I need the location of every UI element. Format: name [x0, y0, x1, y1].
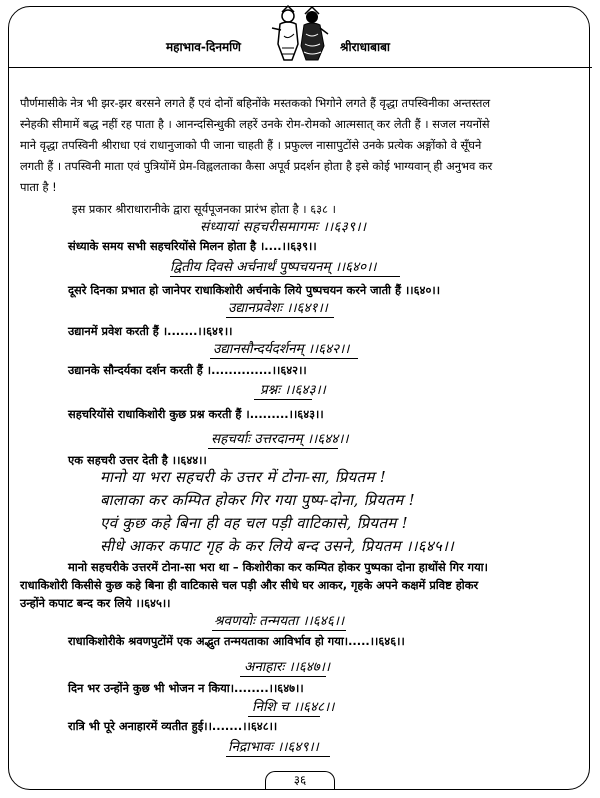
intro-line: पाता है ! — [20, 180, 57, 194]
text-642: उद्यानके सौन्दर्यका दर्शन करती हैं ।..............।।६४२।। — [68, 363, 307, 377]
page-header — [0, 28, 600, 58]
heading-644: सहचर्याः उत्तरदानम् ।।६४४।। — [211, 431, 349, 447]
text-643: सहचरियोंसे राधाकिशोरी कुछ प्रश्न करती हैं ।.........।।६४३।। — [68, 407, 324, 421]
book-title: महाभाव-दिनमणि — [166, 40, 241, 54]
heading-underline — [170, 276, 400, 277]
text-646: राधाकिशोरीके श्रवणपुटोंमें एक अद्भुत तन्मयताका आविर्भाव हो गया।.....।।६४६।। — [68, 634, 405, 648]
intro-line: माने वृद्धा तपस्विनी श्रीराधा एवं राधानुजाको पी जाना चाहती हैं । प्रफुल्ल नासापुटोंसे उनके प्रत्येक अङ्गोंको वे सूँघने — [20, 138, 482, 152]
poem-line: एवं कुछ कहे बिना ही वह चल पड़ी वाटिकासे, प्रियतम ! — [100, 514, 408, 532]
text-647: दिन भर उन्होंने कुछ भी भोजन न किया।........।।६४७।। — [68, 681, 304, 695]
text-641: उद्यानमें प्रवेश करती हैं ।.......।।६४१।। — [68, 324, 233, 338]
text-640: दूसरे दिनका प्रभात हो जानेपर राधाकिशोरी अर्चनाके लिये पुष्पचयन करने जाती हैं ।।६४०।। — [68, 283, 441, 297]
heading-648: निशि च ।।६४८।। — [252, 699, 335, 715]
heading-underline — [210, 358, 358, 359]
heading-underline — [226, 317, 334, 318]
heading-underline — [248, 716, 320, 717]
heading-643: प्रश्नः ।।६४३।। — [260, 382, 326, 398]
para-645-line: मानो सहचरीके उत्तरमें टोना-सा भरा था – किशोरीका कर कम्पित होकर पुष्पका दोना हाथोंसे गिर गया। — [68, 560, 488, 574]
heading-underline — [212, 630, 346, 631]
heading-649: निद्राभावः ।।६४९।। — [228, 739, 319, 755]
para-645-line: उन्होंने कपाट बन्द कर लिये ।।६४५।। — [20, 596, 171, 610]
poem-line: बालाका कर कम्पित होकर गिर गया पुष्प-दोना, प्रियतम ! — [100, 491, 415, 509]
heading-642: उद्यानसौन्दर्यदर्शनम् ।।६४२।। — [213, 341, 350, 357]
intro-line: पौर्णमासीके नेत्र भी झर-झर बरसने लगते हैं एवं दोनों बहिनोंके मस्तकको भिगोने लगते हैं वृद्धा तपस्विनीका अन्तस्तल — [20, 96, 491, 110]
heading-underline — [254, 399, 312, 400]
intro-line: लगती हैं । तपस्विनी माता एवं पुत्रियोंमें प्रेम-विह्वलताका कैसा अपूर्व प्रदर्शन होता है इसे कोई भाग्यवान् ही अनुभव कर — [20, 159, 493, 173]
header-rule — [8, 67, 592, 68]
heading-640: द्वितीय दिवसे अर्चनार्थं पुष्पचयनम् ।।६४०।। — [170, 259, 377, 275]
para-645-line: राधाकिशोरी किसीसे कुछ कहे बिना ही वाटिकासे चल पड़ी और सीधे घर आकर, गृहके अपने कक्षमें प्रविष्ट होकर — [20, 578, 479, 592]
heading-646: श्रवणयोः तन्मयता ।।६४६।। — [214, 613, 345, 629]
heading-underline — [226, 756, 330, 757]
intro-line: स्नेहकी सीमामें बद्ध नहीं रह पाता है । आनन्दसिन्धुकी लहरें उनके रोम-रोमको आत्मसात् कर लेती हैं । सजल नयनोंसे — [20, 117, 490, 131]
text-644: एक सहचरी उत्तर देती है ।।६४४।। — [68, 453, 207, 467]
page-number: ३६ — [265, 771, 335, 789]
text-648: रात्रि भी पूरे अनाहारमें व्यतीत हुई।।.......।।६४८।। — [68, 719, 278, 733]
heading-underline — [208, 448, 338, 449]
poem-line: सीधे आकर कपाट गृह के कर लिये बन्द उसने, प्रियतम ।।६४५।। — [100, 537, 455, 555]
heading-647: अनाहारः ।।६४७।। — [244, 659, 331, 675]
text-639: संध्याके समय सभी सहचरियोंसे मिलन होता है ।....।।६३९।। — [68, 239, 317, 253]
poem-line: मानो या भरा सहचरी के उत्तर में टोना-सा, प्रियतम ! — [100, 468, 387, 486]
heading-641: उद्यानप्रवेशः ।।६४१।। — [228, 300, 328, 316]
radha-krishna-figure-icon — [268, 4, 332, 66]
heading-underline — [240, 676, 326, 677]
author-name: श्रीराधाबाबा — [340, 40, 391, 54]
heading-639: संध्यायां सहचरीसमागमः ।।६३९।। — [200, 219, 367, 235]
paragraph-638: इस प्रकार श्रीराधारानीके द्वारा सूर्यपूजनका प्रारंभ होता है । ६३८ । — [72, 202, 336, 216]
